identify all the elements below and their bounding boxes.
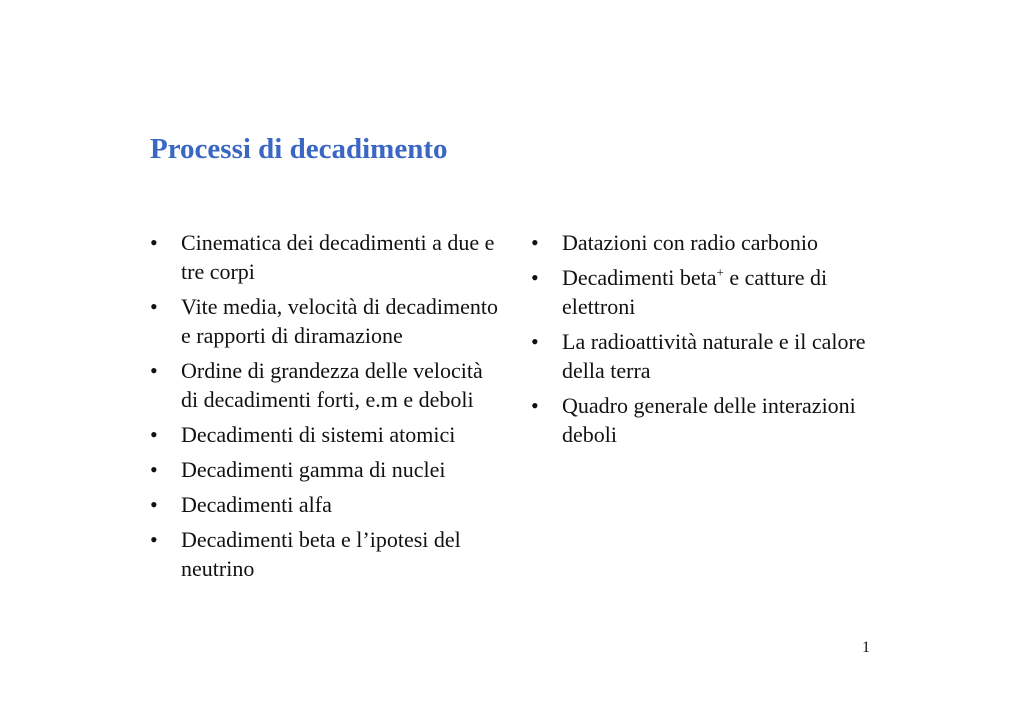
bullet-icon: • (531, 393, 539, 418)
bullet-icon: • (150, 358, 158, 383)
list-item-text-before: Decadimenti beta (562, 265, 717, 290)
list-item (150, 525, 500, 583)
list-item-text: La radioattività naturale e il calore della terra (562, 329, 866, 383)
bullet-icon: • (150, 457, 158, 482)
bullet-icon: • (150, 492, 158, 517)
list-item-text: Decadimenti alfa (181, 492, 332, 517)
list-item (531, 391, 871, 449)
list-item-text: Quadro generale delle interazioni deboli (562, 393, 856, 447)
bullet-icon: • (531, 265, 539, 290)
list-item (150, 490, 500, 519)
list-item (531, 263, 871, 321)
bullet-icon: • (150, 422, 158, 447)
bullet-icon: • (150, 294, 158, 319)
list-item (150, 455, 500, 484)
list-item-text: Cinematica dei decadimenti a due e tre corpi (181, 230, 495, 284)
left-bullet-list (150, 228, 500, 589)
list-item (531, 228, 871, 257)
bullet-icon: • (531, 230, 539, 255)
list-item (150, 292, 500, 350)
bullet-icon: • (531, 329, 539, 354)
superscript-plus: + (716, 264, 724, 280)
list-item (150, 228, 500, 286)
bullet-icon: • (150, 527, 158, 552)
list-item-text: Decadimenti gamma di nuclei (181, 457, 446, 482)
list-item-text: Vite media, velocità di decadimento e rapporti di diramazione (181, 294, 498, 348)
list-item (150, 420, 500, 449)
list-item-text: Datazioni con radio carbonio (562, 230, 818, 255)
list-item-text: Decadimenti di sistemi atomici (181, 422, 456, 447)
list-item-text: Decadimenti beta e l’ipotesi del neutrino (181, 527, 461, 581)
bullet-icon: • (150, 230, 158, 255)
list-item-text-after: e catture di elettroni (562, 265, 828, 319)
list-item-text (562, 265, 827, 319)
list-item (150, 356, 500, 414)
right-bullet-list (531, 228, 871, 455)
page-number: 1 (862, 639, 870, 656)
list-item-text: Ordine di grandezza delle velocità di decadimenti forti, e.m e deboli (181, 358, 483, 412)
list-item (531, 327, 871, 385)
slide-title: Processi di decadimento (150, 133, 448, 165)
